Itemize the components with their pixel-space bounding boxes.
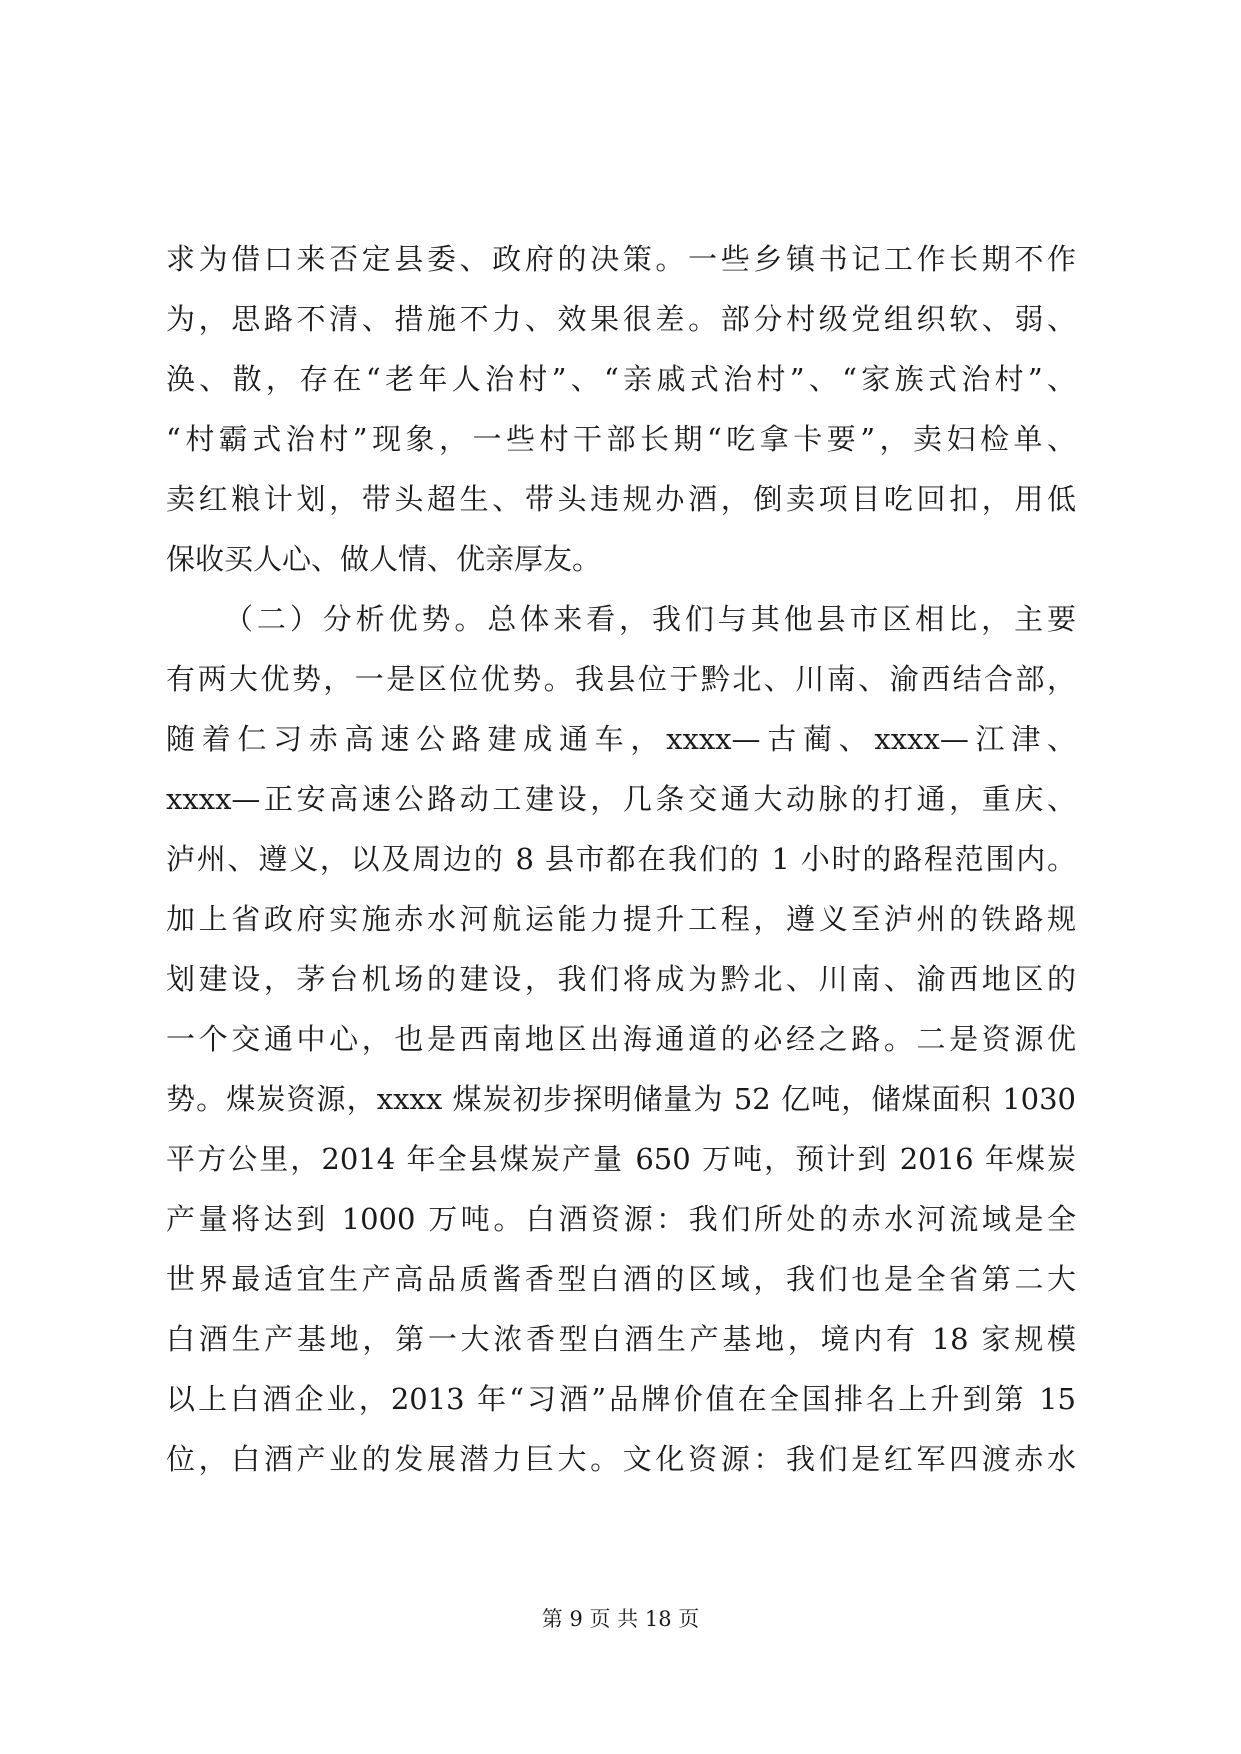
text-line: 一个交通中心，也是西南地区出海通道的必经之路。二是资源优 — [166, 1022, 1076, 1056]
text-line: 势。煤炭资源，xxxx 煤炭初步探明储量为 52 亿吨，储煤面积 1030 — [166, 1082, 1076, 1116]
text-line: xxxx—正安高速公路动工建设，几条交通大动脉的打通，重庆、 — [166, 782, 1076, 816]
text-line: 泸州、遵义，以及周边的 8 县市都在我们的 1 小时的路程范围内。 — [166, 842, 1076, 876]
text-line: 涣、散，存在“老年人治村”、“亲戚式治村”、“家族式治村”、 — [166, 362, 1076, 396]
text-line: “村霸式治村”现象，一些村干部长期“吃拿卡要”，卖妇检单、 — [166, 422, 1076, 456]
page-number: 第 9 页 共 18 页 — [541, 1607, 700, 1631]
text-line: 求为借口来否定县委、政府的决策。一些乡镇书记工作长期不作 — [166, 242, 1076, 276]
text-line: 保收买人心、做人情、优亲厚友。 — [166, 542, 602, 576]
document-body — [166, 229, 1076, 1489]
text-line: 世界最适宜生产高品质酱香型白酒的区域，我们也是全省第二大 — [166, 1262, 1076, 1296]
text-line: 位，白酒产业的发展潜力巨大。文化资源：我们是红军四渡赤水 — [166, 1442, 1076, 1476]
page-footer — [0, 1604, 1241, 1634]
paragraph-2 — [166, 589, 1076, 1489]
text-line: 随着仁习赤高速公路建成通车，xxxx—古蔺、xxxx—江津、 — [166, 722, 1076, 756]
paragraph-1 — [166, 229, 1076, 589]
text-line: 产量将达到 1000 万吨。白酒资源：我们所处的赤水河流域是全 — [166, 1202, 1076, 1236]
text-line: （二）分析优势。总体来看，我们与其他县市区相比，主要 — [224, 602, 1076, 636]
text-line: 卖红粮计划，带头超生、带头违规办酒，倒卖项目吃回扣，用低 — [166, 482, 1076, 516]
text-line: 白酒生产基地，第一大浓香型白酒生产基地，境内有 18 家规模 — [166, 1322, 1076, 1356]
text-line: 有两大优势，一是区位优势。我县位于黔北、川南、渝西结合部， — [166, 662, 1076, 696]
text-line: 为，思路不清、措施不力、效果很差。部分村级党组织软、弱、 — [166, 302, 1076, 336]
text-line: 以上白酒企业，2013 年“习酒”品牌价值在全国排名上升到第 15 — [166, 1382, 1076, 1416]
text-line: 划建设，茅台机场的建设，我们将成为黔北、川南、渝西地区的 — [166, 962, 1076, 996]
text-line: 平方公里，2014 年全县煤炭产量 650 万吨，预计到 2016 年煤炭 — [166, 1142, 1076, 1176]
text-line: 加上省政府实施赤水河航运能力提升工程，遵义至泸州的铁路规 — [166, 902, 1076, 936]
